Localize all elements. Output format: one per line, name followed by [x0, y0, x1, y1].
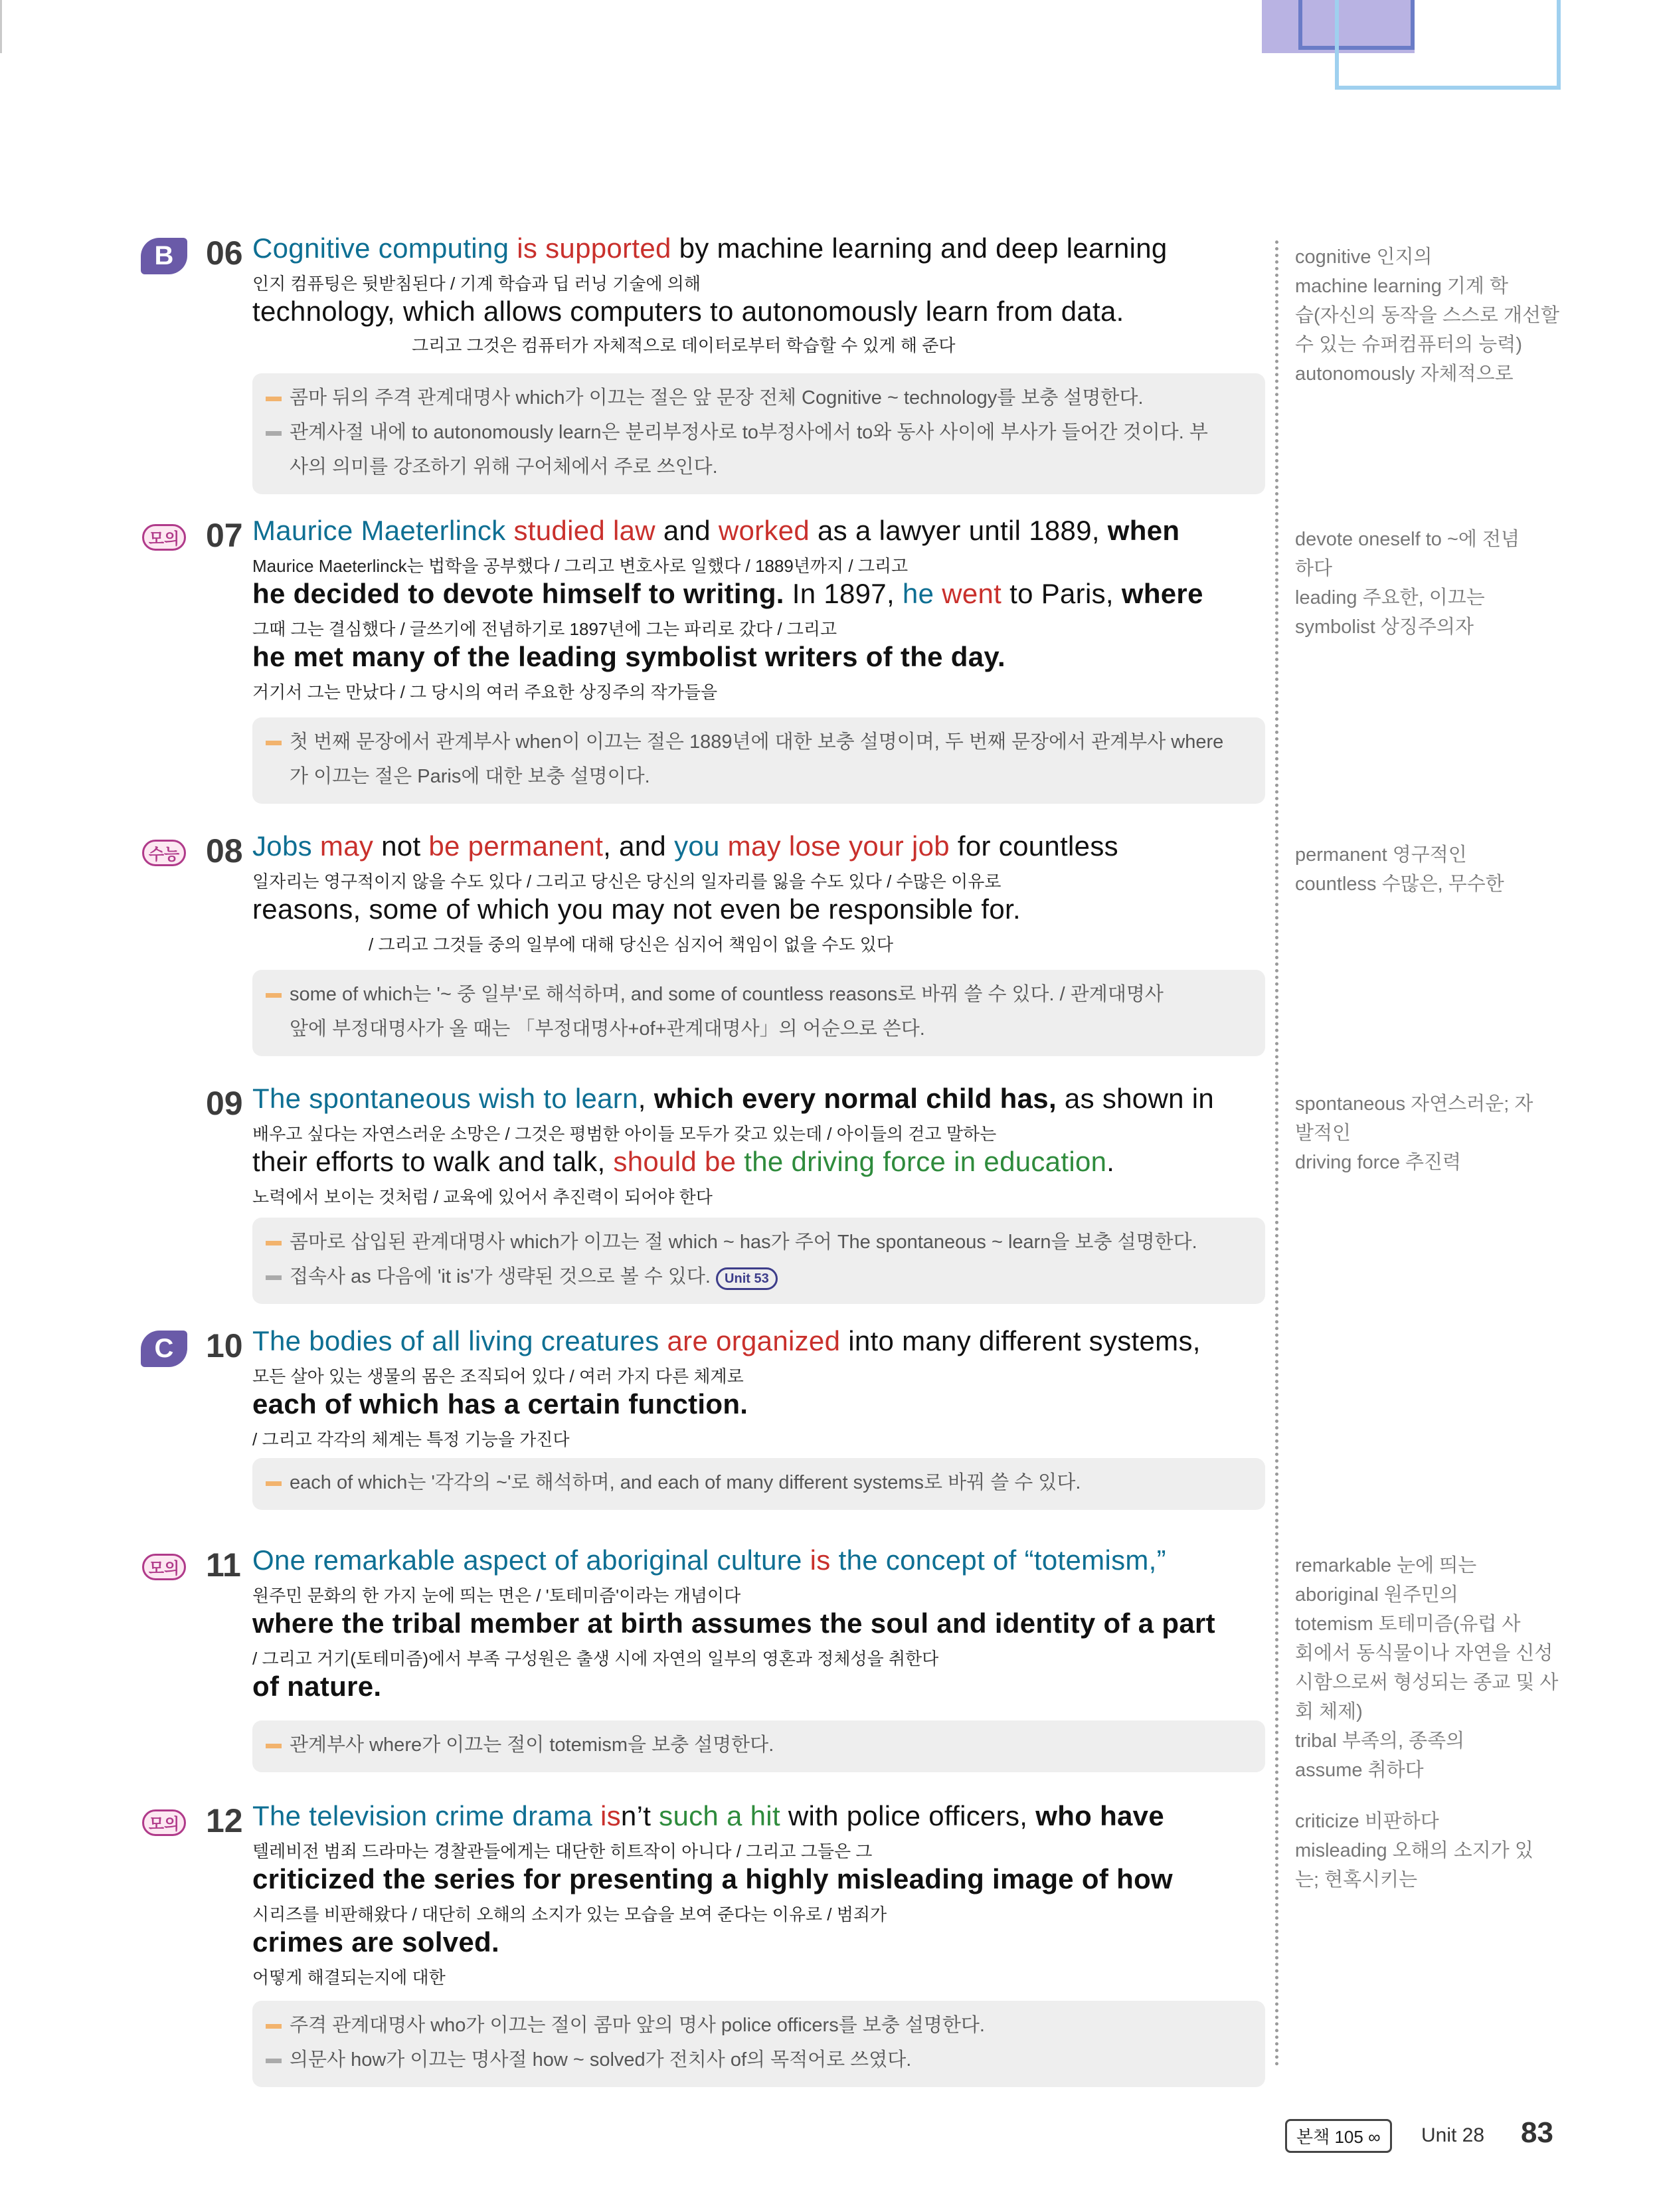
vocab-gloss [1295, 1807, 1574, 1894]
gloss-entry: machine learning 기계 학 [1295, 276, 1509, 297]
book-reference [1285, 2119, 1392, 2153]
note-text: 접속사 as 다음에 'it is'가 생략된 것으로 볼 수 있다. [290, 1266, 711, 1287]
grammar-note [252, 1458, 1265, 1510]
korean-line: 그리고 그것은 컴퓨터가 자체적으로 데이터로부터 학습할 수 있게 해 준다 [412, 335, 956, 355]
gloss-entry: tribal 부족의, 종족의 [1295, 1730, 1465, 1752]
item-number: 11 [206, 1546, 241, 1584]
grammar-note [252, 1218, 1265, 1304]
korean-line: 거기서 그는 만났다 / 그 당시의 여러 주요한 상징주의 작가들을 [252, 682, 718, 702]
english-line: Maurice Maeterlinck studied law and worked as a lawyer until 1889, when [252, 515, 1180, 546]
source-badge: 모의 [142, 524, 186, 551]
korean-line: 원주민 문화의 한 가지 눈에 띄는 면은 / '토테미즘'이라는 개념이다 [252, 1586, 741, 1606]
vocab-gloss [1295, 1551, 1574, 1785]
item-number: 12 [206, 1802, 243, 1839]
link-icon: ∞ [1368, 2127, 1381, 2147]
grammar-note [252, 2001, 1265, 2087]
korean-line: 인지 컴퓨팅은 뒷받침된다 / 기계 학습과 딥 러닝 기술에 의해 [252, 274, 701, 294]
gloss-entry: 발적인 [1295, 1123, 1351, 1144]
english-line: The spontaneous wish to learn, which every normal child has, as shown in [252, 1083, 1214, 1114]
korean-line: 배우고 싶다는 자연스러운 소망은 / 그것은 평범한 아이들 모두가 갖고 있는데 / 아이들의 걷고 말하는 [252, 1124, 997, 1144]
page-number: 83 [1521, 2116, 1553, 2149]
item-number: 09 [206, 1085, 243, 1122]
english-line: crimes are solved. [252, 1926, 499, 1958]
source-badge: 모의 [142, 1554, 186, 1580]
note-text: 첫 번째 문장에서 관계부사 when이 이끄는 절은 1889년에 대한 보충 설명이며, 두 번째 문장에서 관계부사 where [290, 731, 1224, 753]
item-number: 08 [206, 832, 243, 870]
note-text: some of which는 '~ 중 일부'로 해석하며, and some of countless reasons로 바꿔 쓸 수 있다. / 관계대명사 [290, 984, 1164, 1005]
gloss-entry: 수 있는 슈퍼컴퓨터의 능력) [1295, 334, 1522, 355]
grammar-note [252, 717, 1265, 804]
gloss-entry: spontaneous 자연스러운; 자 [1295, 1093, 1533, 1115]
item-number: 10 [206, 1327, 243, 1364]
english-line: One remarkable aspect of aboriginal culture is the concept of “totemism,” [252, 1544, 1166, 1576]
korean-line: / 그리고 각각의 체계는 특정 기능을 가진다 [252, 1429, 570, 1449]
header-decoration-outline [1335, 0, 1561, 90]
korean-line: 모든 살아 있는 생물의 몸은 조직되어 있다 / 여러 가지 다른 체계로 [252, 1366, 744, 1386]
english-line: each of which has a certain function. [252, 1388, 748, 1420]
vocab-gloss [1295, 242, 1574, 389]
note-text: each of which는 '각각의 ~'로 해석하며, and each of many different systems로 바꿔 쓸 수 있다. [290, 1472, 1081, 1493]
book-reference-text: 본책 105 [1296, 2127, 1363, 2147]
gloss-entry: 는; 현혹시키는 [1295, 1869, 1418, 1890]
unit-label: Unit 28 [1421, 2124, 1485, 2146]
gloss-entry: countless 수많은, 무수한 [1295, 874, 1504, 895]
note-text: 관계사절 내에 to autonomously learn은 분리부정사로 to부정사에서 to와 동사 사이에 부사가 들어간 것이다. 부 [290, 422, 1208, 443]
gloss-entry: 회에서 동식물이나 자연을 신성 [1295, 1643, 1553, 1664]
note-text: 사의 의미를 강조하기 위해 구어체에서 주로 쓰인다. [290, 456, 718, 478]
section-badge: B [141, 238, 187, 274]
korean-line: / 그리고 그것들 중의 일부에 대해 당신은 심지어 책임이 없을 수도 있다 [369, 935, 893, 955]
gloss-entry: aboriginal 원주민의 [1295, 1584, 1458, 1606]
english-line: criticized the series for presenting a highly misleading image of how [252, 1863, 1174, 1894]
korean-line: 일자리는 영구적이지 않을 수도 있다 / 그리고 당신은 당신의 일자리를 잃을 수도 있다 / 수많은 이유로 [252, 872, 1001, 891]
gloss-entry: remarkable 눈에 띄는 [1295, 1555, 1477, 1576]
gloss-entry: misleading 오해의 소지가 있 [1295, 1840, 1533, 1861]
gloss-entry: driving force 추진력 [1295, 1152, 1462, 1173]
corner-trim-mark [0, 0, 5, 53]
gloss-entry: 습(자신의 동작을 스스로 개선할 [1295, 305, 1560, 326]
english-line: where the tribal member at birth assumes the soul and identity of a part [252, 1608, 1215, 1639]
gloss-entry: 시함으로써 형성되는 종교 및 사 [1295, 1672, 1559, 1693]
english-line: The bodies of all living creatures are organized into many different systems, [252, 1325, 1201, 1356]
korean-line: 노력에서 보이는 것처럼 / 교육에 있어서 추진력이 되어야 한다 [252, 1187, 713, 1207]
grammar-note [252, 373, 1265, 494]
english-line: technology, which allows computers to autonomously learn from data. [252, 296, 1124, 327]
korean-line: 시리즈를 비판해왔다 / 대단히 오해의 소지가 있는 모습을 보여 준다는 이유로 / 범죄가 [252, 1904, 887, 1924]
english-line: Cognitive computing is supported by machine learning and deep learning [252, 232, 1168, 264]
korean-line: 어떻게 해결되는지에 대한 [252, 1968, 446, 1987]
item-number: 06 [206, 234, 243, 272]
gloss-entry: 하다 [1295, 558, 1333, 579]
gloss-entry: autonomously 자체적으로 [1295, 363, 1514, 385]
korean-line: Maurice Maeterlinck는 법학을 공부했다 / 그리고 변호사로 일했다 / 1889년까지 / 그리고 [252, 556, 909, 576]
note-text: 가 이끄는 절은 Paris에 대한 보충 설명이다. [290, 766, 650, 787]
vocab-gloss [1295, 525, 1574, 642]
note-text: 콤마로 삽입된 관계대명사 which가 이끄는 절 which ~ has가 주어 The spontaneous ~ learn을 보충 설명한다. [290, 1232, 1197, 1253]
source-badge: 수능 [142, 840, 186, 866]
source-badge: 모의 [142, 1809, 186, 1836]
grammar-note [252, 1720, 1265, 1772]
english-line: he met many of the leading symbolist writers of the day. [252, 641, 1005, 672]
column-divider [1275, 240, 1278, 2067]
note-text: 의문사 how가 이끄는 명사절 how ~ solved가 전치사 of의 목적어로 쓰였다. [290, 2049, 912, 2071]
gloss-entry: cognitive 인지의 [1295, 246, 1433, 268]
note-text: 콤마 뒤의 주격 관계대명사 which가 이끄는 절은 앞 문장 전체 Cognitive ~ technology를 보충 설명한다. [290, 387, 1144, 409]
english-line: The television crime drama isn’t such a hit with police officers, who have [252, 1800, 1164, 1831]
english-line: he decided to devote himself to writing. In 1897, he went to Paris, where [252, 578, 1203, 609]
gloss-entry: symbolist 상징주의자 [1295, 616, 1474, 638]
gloss-entry: 회 체제) [1295, 1701, 1363, 1722]
korean-line: 텔레비전 범죄 드라마는 경찰관들에게는 대단한 히트작이 아니다 / 그리고 그들은 그 [252, 1841, 873, 1861]
korean-line: / 그리고 거기(토테미즘)에서 부족 구성원은 출생 시에 자연의 일부의 영혼과 정체성을 취한다 [252, 1649, 939, 1669]
korean-line: 그때 그는 결심했다 / 글쓰기에 전념하기로 1897년에 그는 파리로 갔다 / 그리고 [252, 619, 837, 639]
section-badge: C [141, 1331, 187, 1367]
gloss-entry: devote oneself to ~에 전념 [1295, 529, 1520, 550]
note-text: 주격 관계대명사 who가 이끄는 절이 콤마 앞의 명사 police officers를 보충 설명한다. [290, 2015, 985, 2036]
note-text: 앞에 부정대명사가 올 때는 「부정대명사+of+관계대명사」의 어순으로 쓴다. [290, 1018, 925, 1040]
gloss-entry: leading 주요한, 이끄는 [1295, 587, 1485, 608]
english-line: Jobs may not be permanent, and you may lose your job for countless [252, 830, 1118, 862]
item-number: 07 [206, 517, 243, 554]
english-line: of nature. [252, 1671, 382, 1702]
grammar-note [252, 970, 1265, 1056]
gloss-entry: criticize 비판하다 [1295, 1811, 1439, 1832]
english-line: their efforts to walk and talk, should be the driving force in education. [252, 1146, 1115, 1177]
english-line: reasons, some of which you may not even be responsible for. [252, 893, 1021, 925]
unit-reference-chip[interactable]: Unit 53 [716, 1267, 778, 1290]
gloss-entry: assume 취하다 [1295, 1760, 1424, 1781]
gloss-entry: totemism 토테미즘(유럽 사 [1295, 1613, 1521, 1635]
vocab-gloss [1295, 1089, 1574, 1177]
gloss-entry: permanent 영구적인 [1295, 844, 1467, 866]
note-text: 관계부사 where가 이끄는 절이 totemism을 보충 설명한다. [290, 1734, 774, 1756]
vocab-gloss [1295, 840, 1574, 899]
